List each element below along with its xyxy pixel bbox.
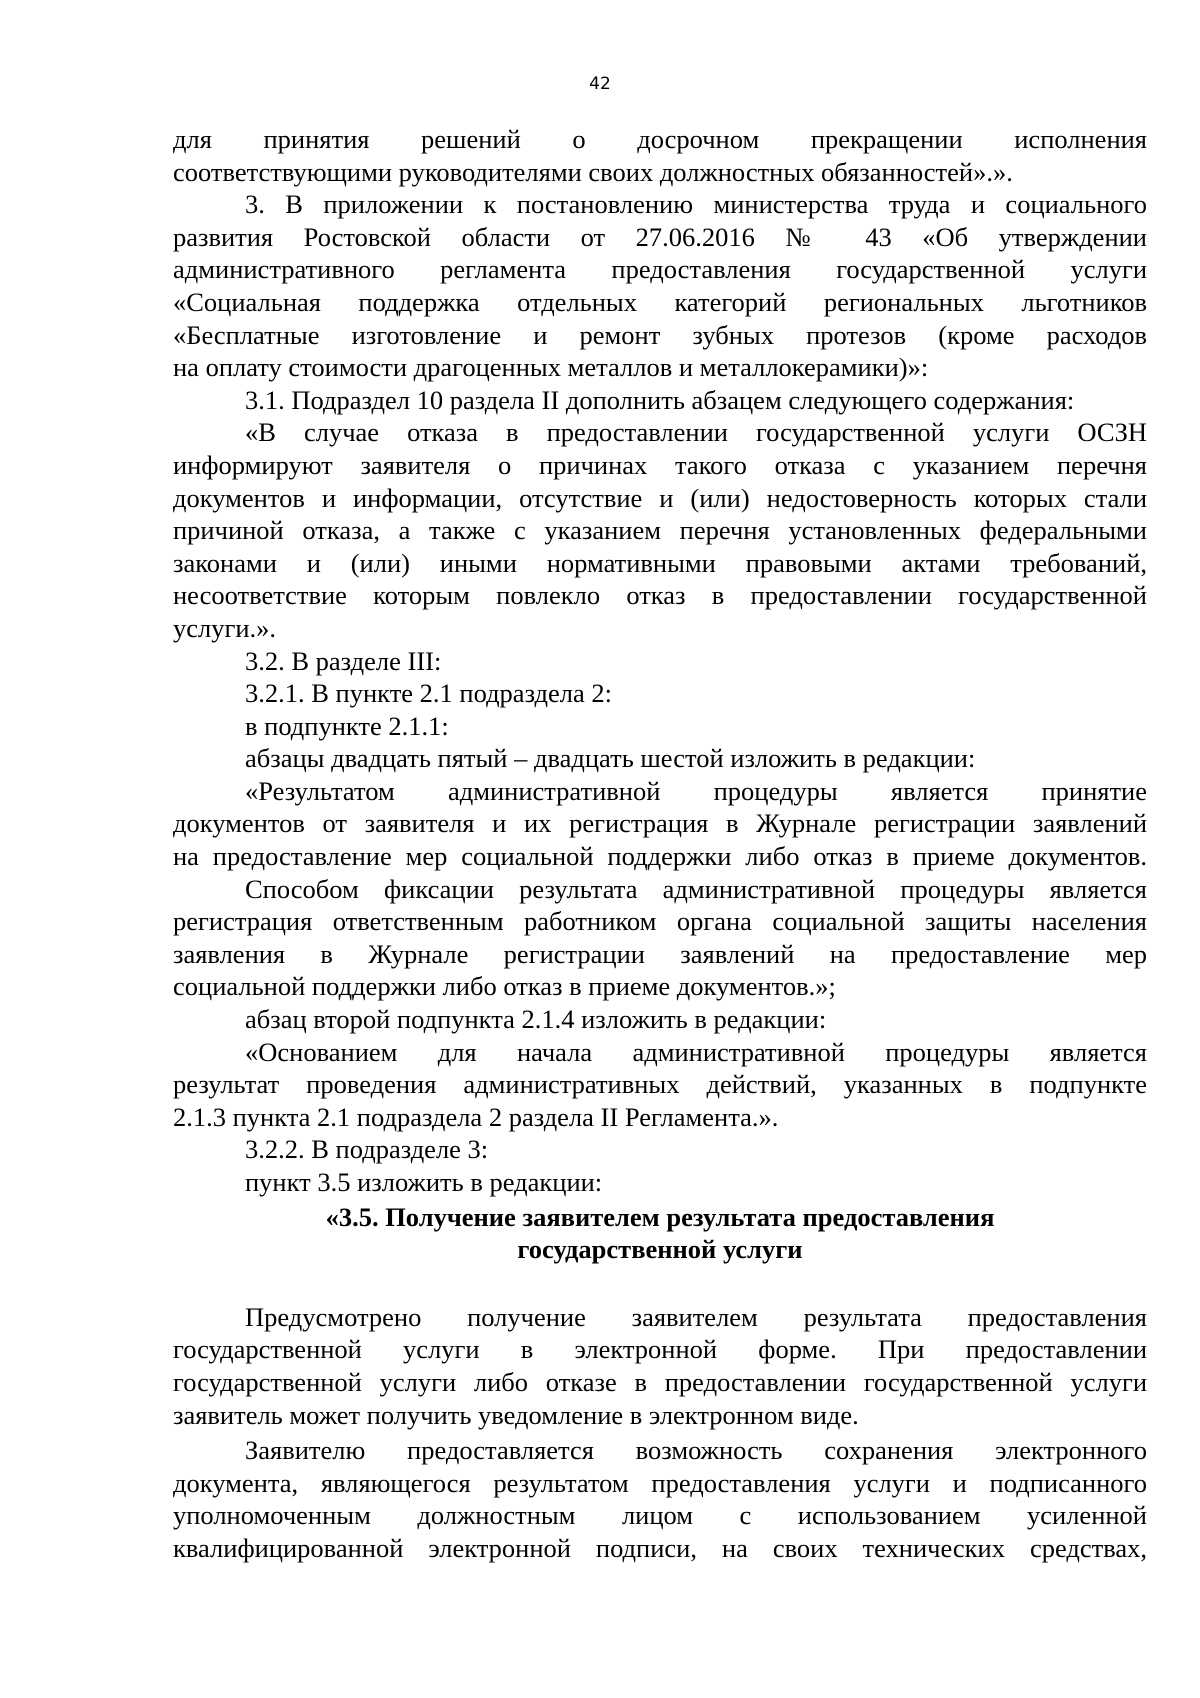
paragraph (173, 645, 1147, 678)
page-number: 42 (589, 74, 611, 94)
paragraph (173, 1434, 1147, 1564)
text-line: Предусмотрено получение заявителем результата предоставления (245, 1301, 1147, 1332)
heading-line: государственной услуги (517, 1234, 803, 1265)
text-line: 3.2.2. В подразделе 3: (245, 1134, 489, 1165)
text-line: 3.2. В разделе III: (245, 645, 442, 676)
text-line: заявитель может получить уведомление в электронном виде. (173, 1399, 859, 1430)
text-line: 3.2.1. В пункте 2.1 подраздела 2: (245, 678, 613, 709)
text-line: квалифицированной электронной подписи, на своих технических средствах, (173, 1532, 1147, 1563)
paragraph (173, 1133, 1147, 1166)
text-line: «Социальная поддержка отдельных категорий региональных льготников (173, 286, 1147, 317)
paragraph (173, 1166, 1147, 1199)
text-line: заявления в Журнале регистрации заявлений на предоставление мер (173, 938, 1147, 969)
text-line: государственной услуги либо отказе в предоставлении государственной услуги (173, 1366, 1147, 1397)
text-line: административного регламента предоставления государственной услуги (173, 254, 1147, 285)
text-line: «Бесплатные изготовление и ремонт зубных протезов (кроме расходов (173, 319, 1147, 350)
document-body (173, 123, 1147, 1565)
text-line: на оплату стоимости драгоценных металлов и металлокерамики)»: (173, 352, 929, 383)
text-line: Заявителю предоставляется возможность сохранения электронного (245, 1435, 1147, 1466)
text-line: 3.1. Подраздел 10 раздела II дополнить абзацем следующего содержания: (245, 384, 1075, 415)
paragraph (173, 1003, 1147, 1036)
paragraph (173, 123, 1147, 188)
text-line: документа, являющегося результатом предоставления услуги и подписанного (173, 1467, 1147, 1498)
heading-line: «3.5. Получение заявителем результата предоставления (325, 1201, 995, 1232)
text-line: Способом фиксации результата административной процедуры является (245, 873, 1147, 904)
text-line: пункт 3.5 изложить в редакции: (245, 1167, 603, 1197)
text-line: уполномоченным должностным лицом с использованием усиленной (173, 1500, 1147, 1531)
paragraph (173, 873, 1147, 1003)
paragraph (173, 416, 1147, 644)
paragraph (173, 677, 1147, 710)
text-line: 2.1.3 пункта 2.1 подраздела 2 раздела II Регламента.». (173, 1101, 779, 1132)
text-line: для принятия решений о досрочном прекращении исполнения (173, 124, 1147, 154)
section-heading (173, 1201, 1147, 1266)
paragraph (173, 1301, 1147, 1431)
text-line: услуги.». (173, 612, 277, 643)
paragraph (173, 384, 1147, 417)
text-line: причиной отказа, а также с указанием перечня установленных федеральными (173, 515, 1147, 546)
text-line: законами и (или) иными нормативными правовыми актами требований, (173, 547, 1147, 578)
paragraph (173, 710, 1147, 743)
text-line: документов и информации, отсутствие и (или) недостоверность которых стали (173, 482, 1147, 513)
text-line: социальной поддержки либо отказ в приеме документов.»; (173, 971, 836, 1002)
text-line: в подпункте 2.1.1: (245, 710, 449, 741)
text-line: документов от заявителя и их регистрация в Журнале регистрации заявлений (173, 808, 1147, 839)
text-line: государственной услуги в электронной форме. При предоставлении (173, 1334, 1147, 1365)
text-line: несоответствие которым повлекло отказ в предоставлении государственной (173, 580, 1147, 611)
text-line: на предоставление мер социальной поддержки либо отказ в приеме документов. (173, 841, 1147, 872)
paragraph (173, 742, 1147, 775)
text-line: информируют заявителя о причинах такого отказа с указанием перечня (173, 449, 1147, 480)
text-line: абзац второй подпункта 2.1.4 изложить в редакции: (245, 1004, 827, 1035)
paragraph (173, 775, 1147, 873)
text-line: абзацы двадцать пятый – двадцать шестой изложить в редакции: (245, 743, 976, 774)
text-line: «Основанием для начала административной процедуры является (245, 1036, 1147, 1067)
text-line: регистрация ответственным работником органа социальной защиты населения (173, 906, 1147, 937)
text-line: «В случае отказа в предоставлении государственной услуги ОСЗН (245, 417, 1147, 448)
text-line: 3. В приложении к постановлению министерства труда и социального (245, 189, 1147, 220)
text-line: соответствующими руководителями своих должностных обязанностей».». (173, 156, 1013, 187)
heading-spacer (173, 1266, 1147, 1298)
paragraph (173, 188, 1147, 384)
text-line: развития Ростовской области от 27.06.2016 № 43 «Об утверждении (173, 221, 1147, 252)
paragraph (173, 1036, 1147, 1134)
text-line: результат проведения административных действий, указанных в подпункте (173, 1069, 1147, 1100)
text-line: «Результатом административной процедуры является принятие (245, 775, 1147, 806)
